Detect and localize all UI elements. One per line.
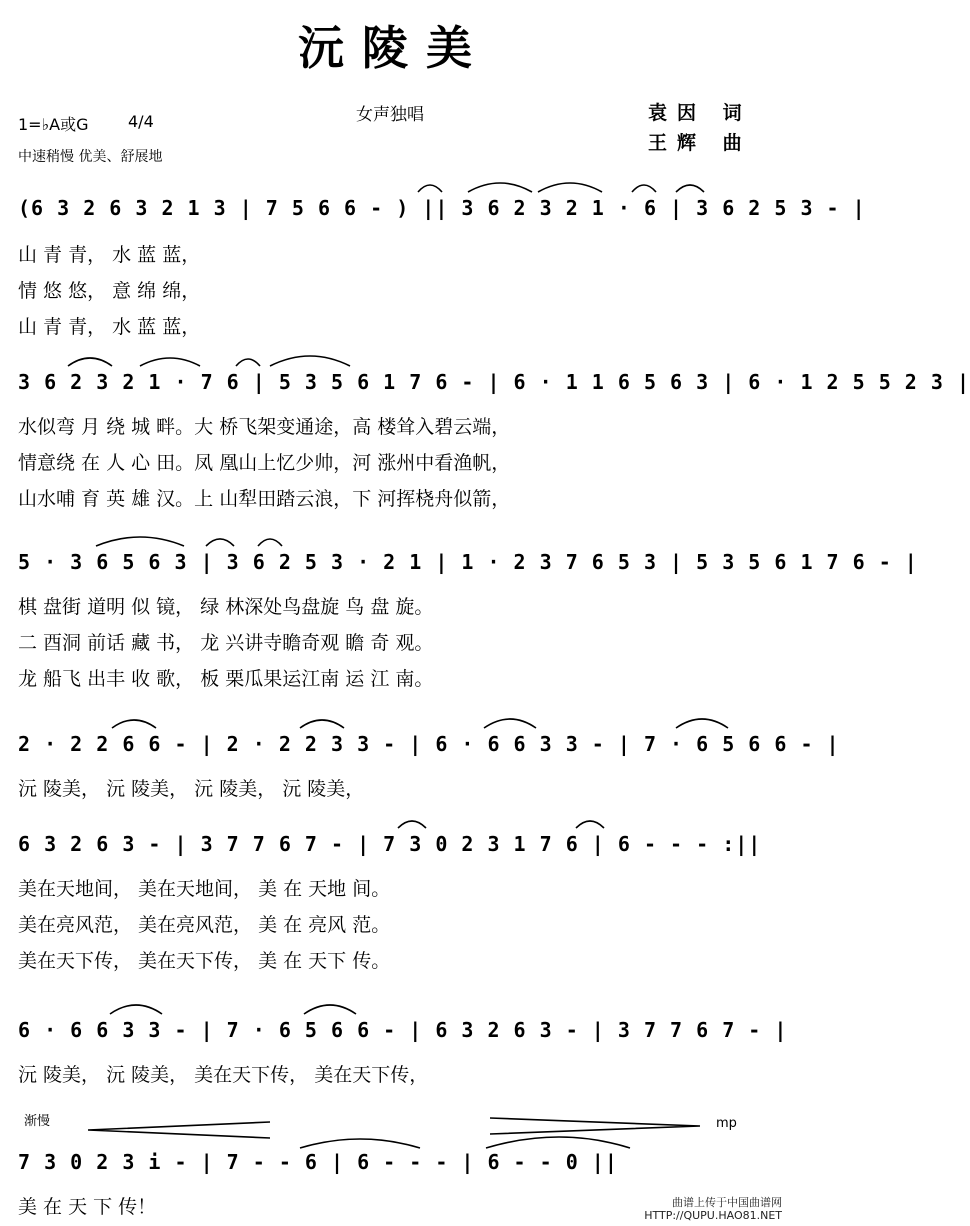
decrescendo-hairpin: [490, 1118, 700, 1134]
lyric-line-3: 美在天下传， 美在天下传， 美 在 天下 传。: [18, 950, 391, 972]
crescendo-hairpin: [88, 1122, 270, 1138]
slur-mark: [300, 720, 344, 728]
slur-mark: [304, 1005, 356, 1014]
footer-line-2: HTTP://QUPU.HAO81.NET: [644, 1209, 782, 1222]
lyric-line-3: 山水哺 育 英 雄 汉。上 山犁田踏云浪，下 河挥桡舟似箭，: [18, 488, 511, 510]
lyric-line-1: 水似弯 月 绕 城 畔。大 桥飞架变通途，高 楼耸入碧云端，: [18, 416, 511, 438]
lyric-line-3: 山 青 青， 水 蓝 蓝，: [18, 316, 201, 338]
slur-mark: [632, 185, 656, 192]
slur-mark: [96, 537, 184, 546]
slur-mark: [418, 185, 442, 192]
slur-mark: [676, 185, 704, 192]
notation-line: 6 3 2 6 3 - | 3 7 7 6 7 - | 7 3 0 2 3 1 7 6 | 6 - - - :||: [18, 832, 762, 856]
slur-mark: [270, 356, 350, 366]
slur-mark: [538, 183, 602, 192]
lyric-line-1: 美在天地间， 美在天地间， 美 在 天地 间。: [18, 878, 391, 900]
slur-mark: [676, 719, 728, 728]
slur-mark: [68, 358, 112, 366]
dynamic-marking: mp: [716, 1116, 737, 1131]
notation-line: 7 3 0 2 3 i - | 7 - - 6 | 6 - - - | 6 - - 0 ||: [18, 1150, 618, 1174]
notation-line: 3 6 2 3 2 1 · 7 6 | 5 3 5 6 1 7 6 - | 6 · 1 1 6 5 6 3 | 6 · 1 2 5 5 2 3 |: [18, 370, 970, 394]
lyricist-credit: 袁因 词: [648, 102, 752, 124]
slur-mark: [258, 539, 282, 546]
footer-line-1: 曲谱上传于中国曲谱网: [672, 1196, 782, 1209]
site-footer: [644, 1196, 782, 1222]
ritardando-marking: 渐慢: [24, 1114, 51, 1129]
slur-mark: [140, 358, 200, 366]
lyric-line-1: 山 青 青， 水 蓝 蓝，: [18, 244, 201, 266]
lyric-line-1: 棋 盘街 道明 似 镜， 绿 林深处鸟盘旋 鸟 盘 旋。: [18, 596, 434, 618]
time-signature: 4/4: [128, 112, 154, 131]
lyric-line-1: 美 在 天 下 传！: [18, 1196, 157, 1218]
slur-mark: [112, 720, 156, 728]
slur-mark: [468, 183, 532, 192]
lyric-line-2: 情 悠 悠， 意 绵 绵，: [18, 280, 201, 302]
notation-line: (6 3 2 6 3 2 1 3 | 7 5 6 6 - ) || 3 6 2 3 2 1 · 6 | 3 6 2 5 3 - |: [18, 196, 866, 220]
lyric-line-1: 沅 陵美， 沅 陵美， 美在天下传， 美在天下传，: [18, 1064, 429, 1086]
key-signature: 1=♭A或G: [18, 115, 89, 134]
lyric-line-2: 情意绕 在 人 心 田。凤 凰山上忆少帅，河 涨州中看渔帆，: [18, 452, 511, 474]
song-title: 沅陵美: [298, 21, 490, 75]
notation-line: 6 · 6 6 3 3 - | 7 · 6 5 6 6 - | 6 3 2 6 3 - | 3 7 7 6 7 - |: [18, 1018, 788, 1042]
tempo-marking: 中速稍慢 优美、舒展地: [18, 149, 163, 165]
composer-credit: 王辉 曲: [648, 132, 752, 154]
lyric-line-2: 美在亮风范， 美在亮风范， 美 在 亮风 范。: [18, 914, 391, 936]
slur-mark: [236, 359, 260, 366]
lyric-line-2: 二 酉洞 前话 藏 书， 龙 兴讲寺瞻奇观 瞻 奇 观。: [18, 632, 434, 654]
performance-type: 女声独唱: [356, 105, 424, 125]
slur-mark: [206, 539, 234, 546]
slur-mark: [300, 1139, 420, 1148]
notation-line: 5 · 3 6 5 6 3 | 3 6 2 5 3 · 2 1 | 1 · 2 3 7 6 5 3 | 5 3 5 6 1 7 6 - |: [18, 550, 918, 574]
slur-mark: [398, 821, 426, 828]
notation-line: 2 · 2 2 6 6 - | 2 · 2 2 3 3 - | 6 · 6 6 3 3 - | 7 · 6 5 6 6 - |: [18, 732, 840, 756]
lyric-line-3: 龙 船飞 出丰 收 歌， 板 栗瓜果运江南 运 江 南。: [18, 668, 434, 690]
lyric-line-1: 沅 陵美， 沅 陵美， 沅 陵美， 沅 陵美，: [18, 778, 365, 800]
slur-mark: [576, 821, 604, 828]
slur-mark: [484, 719, 536, 728]
slur-mark: [110, 1005, 162, 1014]
slur-mark: [486, 1137, 630, 1148]
